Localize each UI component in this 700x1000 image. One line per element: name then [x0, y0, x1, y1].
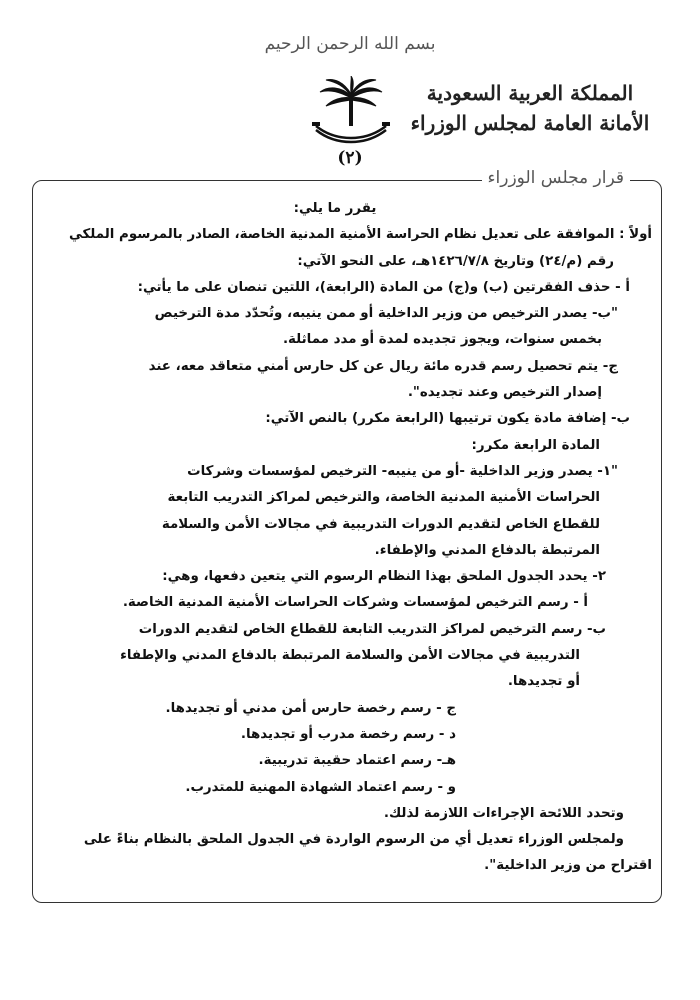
text-line: إصدار الترخيص وعند تجديده". [407, 385, 602, 401]
text-line: للقطاع الخاص لتقديم الدورات التدريبية في مجالات الأمن والسلامة [161, 516, 600, 532]
text-line: أو تجديدها. [507, 674, 580, 690]
text-line: د - رسم رخصة مدرب أو تجديدها. [240, 726, 456, 742]
text-line: رقم (م/٢٤) وتاريخ ١٤٢٦/٧/٨هـ، على النحو الآتي: [297, 253, 614, 269]
text-line: ب- إضافة مادة يكون ترتيبها (الرابعة مكرر) بالنص الآتي: [265, 411, 630, 427]
text-line: بخمس سنوات، ويجوز تجديده لمدة أو مدد مماثلة. [282, 332, 602, 348]
text-line: و - رسم اعتماد الشهادة المهنية للمتدرب. [185, 779, 456, 795]
palm-swords-emblem-icon [306, 76, 396, 148]
text-line: "١- يصدر وزير الداخلية -أو من ينيبه- الترخيص لمؤسسات وشركات [187, 463, 618, 479]
text-line: المادة الرابعة مكرر: [471, 437, 600, 453]
text-line: اقتراح من وزير الداخلية". [484, 858, 652, 874]
page-number: (٢) [337, 148, 363, 168]
basmala: بسم الله الرحمن الرحيم [264, 34, 436, 54]
kingdom-name: المملكة العربية السعودية [426, 81, 634, 105]
secretariat-name: الأمانة العامة لمجلس الوزراء [410, 111, 650, 135]
text-line: وتحدد اللائحة الإجراءات اللازمة لذلك. [383, 805, 624, 821]
text-line: ج - رسم رخصة حارس أمن مدني أو تجديدها. [165, 700, 456, 716]
letterhead [410, 78, 650, 138]
text-line: ب- رسم الترخيص لمراكز التدريب التابعة للقطاع الخاص لتقديم الدورات [138, 621, 606, 637]
text-line: التدريبية في مجالات الأمن والسلامة المرتبطة بالدفاع المدني والإطفاء [120, 648, 580, 664]
text-line: هـ- رسم اعتماد حقيبة تدريبية. [258, 753, 456, 769]
text-line: المرتبطة بالدفاع المدني والإطفاء. [374, 542, 600, 558]
text-line: ج- يتم تحصيل رسم قدره مائة ريال عن كل حارس أمني متعاقد معه، عند [148, 358, 618, 374]
text-line: أ - حذف الفقرتين (ب) و(ج) من المادة (الرابعة)، اللتين تنصان على ما يأتي: [137, 279, 630, 295]
text-line: أولاً : الموافقة على تعديل نظام الحراسة الأمنية المدنية الخاصة، الصادر بالمرسوم الملكي [68, 227, 652, 243]
text-line: أ - رسم الترخيص لمؤسسات وشركات الحراسات الأمنية المدنية الخاصة. [122, 595, 588, 611]
text-line: ولمجلس الوزراء تعديل أي من الرسوم الواردة في الجدول الملحق بالنظام بناءً على [83, 832, 624, 848]
text-line: يقرر ما يلي: [293, 201, 377, 216]
text-line: الحراسات الأمنية المدنية الخاصة، والترخيص لمراكز التدريب التابعة [167, 490, 600, 506]
decision-text [40, 196, 652, 880]
text-line: "ب- يصدر الترخيص من وزير الداخلية أو ممن ينيبه، وتُحدّد مدة الترخيص [154, 306, 618, 322]
text-line: ٢- يحدد الجدول الملحق بهذا النظام الرسوم التي يتعين دفعها، وهي: [162, 569, 606, 585]
decision-label: قرار مجلس الوزراء [482, 168, 630, 188]
